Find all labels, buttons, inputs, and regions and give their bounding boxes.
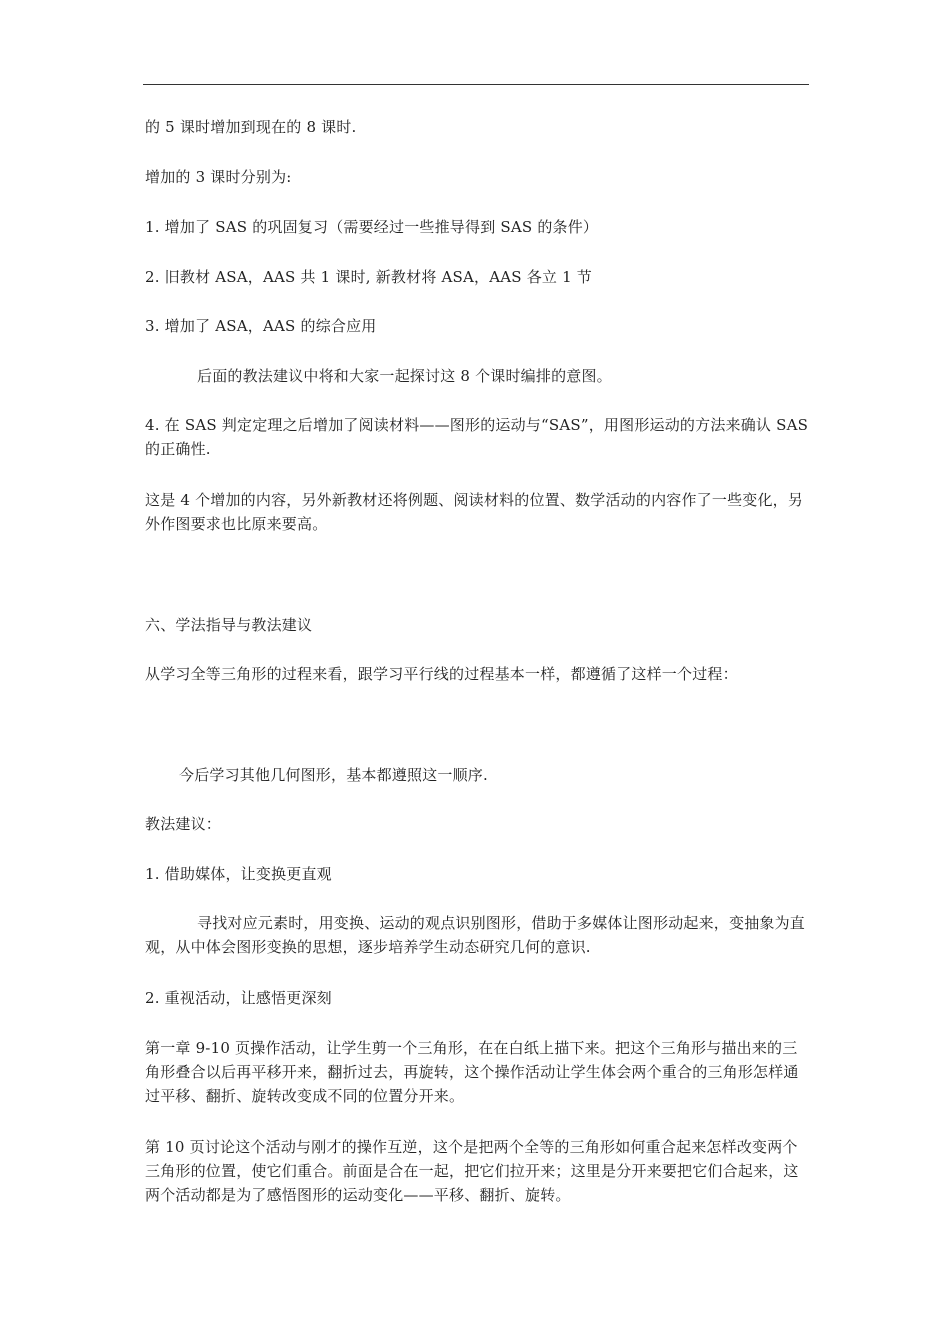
- paragraph-future-learning: 今后学习其他几何图形，基本都遵照这一顺序.: [179, 766, 488, 784]
- list-item-3: 3. 增加了 ASA，AAS 的综合应用: [145, 317, 377, 335]
- suggestion-item-1: 1. 借助媒体，让变换更直观: [145, 865, 332, 883]
- section-heading: 六、学法指导与教法建议: [145, 616, 313, 634]
- paragraph-media-suggestion: 寻找对应元素时，用变换、运动的观点识别图形，借助于多媒体让图形动起来，变抽象为直观，从中体会图形变换的思想，逐步培养学生动态研究几何的意识.: [145, 914, 806, 956]
- list-item-1: 1. 增加了 SAS 的巩固复习（需要经过一些推导得到 SAS 的条件）: [145, 218, 599, 236]
- paragraph-teaching-suggestions-title: 教法建议：: [145, 815, 222, 833]
- paragraph-lesson-count: 的 5 课时增加到现在的 8 课时.: [145, 118, 357, 136]
- suggestion-item-2: 2. 重视活动，让感悟更深刻: [145, 989, 332, 1007]
- paragraph-activity-page-10: 第 10 页讨论这个活动与刚才的操作互逆，这个是把两个全等的三角形如何重合起来怎样改变两个三角形的位置，使它们重合。前面是合在一起，把它们拉开来；这里是分开来要把它们合起来，这两个活动都是为了感悟图形的运动变化——平移、翻折、旋转。: [145, 1138, 799, 1204]
- paragraph-added-lessons-intro: 增加的 3 课时分别为:: [145, 168, 292, 186]
- header-rule: [143, 84, 809, 85]
- paragraph-activity-pages-9-10: 第一章 9-10 页操作活动，让学生剪一个三角形，在在白纸上描下来。把这个三角形与描出来的三角形叠合以后再平移开来，翻折过去，再旋转，这个操作活动让学生体会两个重合的三角形怎样通过平移、翻折、旋转改变成不同的位置分开来。: [145, 1039, 799, 1105]
- paragraph-learning-process: 从学习全等三角形的过程来看，跟学习平行线的过程基本一样，都遵循了这样一个过程：: [145, 665, 738, 683]
- list-item-2: 2. 旧教材 ASA，AAS 共 1 课时, 新教材将 ASA，AAS 各立 1 节: [145, 268, 593, 286]
- paragraph-changes-summary: 这是 4 个增加的内容，另外新教材还将例题、阅读材料的位置、数学活动的内容作了一些变化，另外作图要求也比原来要高。: [145, 491, 804, 533]
- paragraph-teaching-intent: 后面的教法建议中将和大家一起探讨这 8 个课时编排的意图。: [197, 367, 612, 385]
- list-item-4: 4. 在 SAS 判定定理之后增加了阅读材料——图形的运动与“SAS”，用图形运动的方法来确认 SAS 的正确性.: [145, 416, 809, 458]
